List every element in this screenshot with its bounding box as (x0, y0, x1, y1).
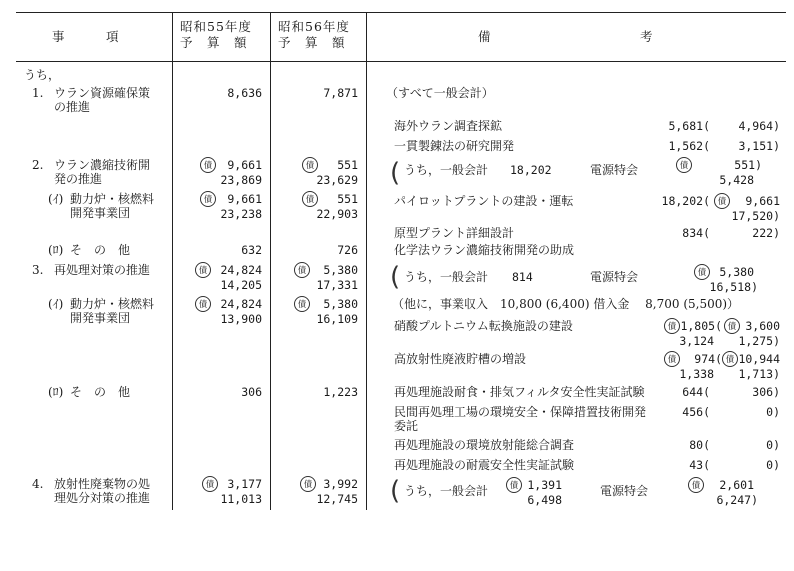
debt-mark: 債 (722, 351, 738, 367)
remark-hlw-a2: 10,944 (738, 352, 780, 366)
remark-proto-label: 原型プラント詳細設計 (394, 226, 515, 240)
row1-fy55: 8,636 (227, 86, 262, 100)
remark-refine-label: 一貫製錬法の研究開発 (394, 139, 515, 153)
debt-mark: 債 (202, 476, 218, 492)
open-brace: ( (390, 476, 401, 506)
debt-mark: 債 (302, 191, 318, 207)
remark-u4-power: 電源特会 (600, 484, 649, 498)
remark-private-prev: 0) (766, 405, 780, 419)
header-fy55-line1: 昭和55年度 (180, 19, 252, 34)
remark-pilot-label: パイロットプラントの建設・運転 (394, 194, 574, 208)
remark-chem-label: 化学法ウラン濃縮技術開発の助成 (394, 243, 575, 257)
row3i-label: 動力炉・核燃料 (70, 297, 155, 311)
debt-mark: 債 (302, 157, 318, 173)
debt-mark: 債 (664, 351, 680, 367)
row2-fy55-a: 9,661 (227, 158, 262, 172)
remark-hlw-label: 高放射性廃液貯槽の増設 (394, 352, 527, 366)
remark-overseas-label: 海外ウラン調査探鉱 (394, 119, 503, 133)
col-divider-2 (270, 12, 271, 510)
row2i-fy56-b: 22,903 (316, 207, 358, 221)
row2-fy56-a: 551 (337, 158, 358, 172)
debt-mark: 債 (714, 193, 730, 209)
row3ro-fy55: 306 (241, 385, 262, 399)
col-divider-1 (172, 12, 173, 510)
open-brace: ( (390, 158, 401, 188)
remark-u4-general-b: 6,498 (527, 493, 562, 507)
debt-mark: 債 (200, 157, 216, 173)
row3i-fy56-a: 5,380 (323, 297, 358, 311)
remark-u2-power-b: 5,428 (719, 173, 754, 187)
top-rule (16, 12, 786, 13)
row4-label: 放射性廃棄物の処 (54, 477, 151, 491)
debt-mark: 債 (694, 264, 710, 280)
remark-proto-prev: 222) (752, 226, 780, 240)
remark-hlw-b: 1,338 (679, 367, 714, 381)
row2-fy56-b: 23,629 (316, 173, 358, 187)
remark-nitrate-b: 3,124 (679, 334, 714, 348)
row2ro-label: そ の 他 (70, 243, 131, 257)
debt-mark: 債 (506, 477, 522, 493)
row3-fy55-b: 14,205 (220, 278, 262, 292)
row2i-fy55-b: 23,238 (220, 207, 262, 221)
row2-label: ウラン濃縮技術開 (54, 158, 151, 172)
remark-env-prev: 0) (766, 438, 780, 452)
remark-u3-general: 814 (512, 270, 533, 284)
remark-overseas-value: 5,681( (668, 119, 710, 133)
remark-other-income: （他に，事業収入 10,800 (6,400) 借入金 8,700 (5,500)） (392, 297, 740, 311)
col-divider-3 (366, 12, 367, 510)
remark-u2-power: 電源特会 (590, 163, 639, 177)
row3ro-number: (ﾛ) (48, 385, 64, 399)
row3ro-fy56: 1,223 (323, 385, 358, 399)
debt-mark: 債 (195, 296, 211, 312)
debt-mark: 債 (724, 318, 740, 334)
row3i-fy56-b: 16,109 (316, 312, 358, 326)
remark-u3-power: 電源特会 (590, 270, 639, 284)
remark-hlw-a: 974( (694, 352, 722, 366)
remark-quake-prev: 0) (766, 458, 780, 472)
row3-label: 再処理対策の推進 (54, 263, 151, 277)
remark-u4-of: うち，一般会計 (404, 484, 489, 498)
open-brace: ( (390, 262, 401, 292)
remark-quake-label: 再処理施設の耐震安全性実証試験 (394, 458, 575, 472)
row1-number: 1. (32, 86, 44, 100)
row2-fy55-b: 23,869 (220, 173, 262, 187)
debt-mark: 債 (300, 476, 316, 492)
remark-private-label: 民間再処理工場の環境安全・保障措置技術開発 (394, 405, 647, 419)
remark-nitrate-label: 硝酸プルトニウム転換施設の建設 (394, 319, 573, 333)
remark-refine-prev: 3,151) (738, 139, 780, 153)
remark-u3-power-b: 16,518) (709, 280, 758, 294)
debt-mark: 債 (664, 318, 680, 334)
remark-hlw-b2: 1,713) (738, 367, 780, 381)
remark-quake-value: 43( (689, 458, 710, 472)
remark-u3-power-a: 5,380 (719, 265, 754, 279)
remark-u4-power-a: 2,601 (719, 478, 754, 492)
row2-number: 2. (32, 158, 44, 172)
remark-u2-of: うち，一般会計 (404, 163, 489, 177)
row3ro-label: そ の 他 (70, 385, 131, 399)
row4-number: 4. (32, 477, 44, 491)
row2ro-number: (ﾛ) (48, 243, 64, 257)
remark-env-label: 再処理施設の環境放射能総合調査 (394, 438, 575, 452)
remark-nitrate-a2: 3,600 (745, 319, 780, 333)
header-item: 事 項 (52, 29, 120, 44)
row4-fy55-a: 3,177 (227, 477, 262, 491)
header-fy55-line2: 予 算 額 (180, 35, 248, 50)
remark-proto-value: 834( (682, 226, 710, 240)
remark-u4-power-b: 6,247) (716, 493, 758, 507)
debt-mark: 債 (294, 296, 310, 312)
row4-fy56-b: 12,745 (316, 492, 358, 506)
row2i-number: (ｲ) (48, 192, 64, 206)
row2i-label: 動力炉・核燃料 (70, 192, 155, 206)
remark-overseas-prev: 4,964) (738, 119, 780, 133)
row3-fy55-a: 24,824 (220, 263, 262, 277)
row2i-label: 開発事業団 (70, 206, 131, 220)
header-rule (16, 61, 786, 62)
row3i-label: 開発事業団 (70, 311, 131, 325)
remark-corr-prev: 306) (752, 385, 780, 399)
debt-mark: 債 (676, 157, 692, 173)
remark-pilot-a: 9,661 (745, 194, 780, 208)
row2-label: 発の推進 (54, 172, 103, 186)
remark-nitrate-b2: 1,275) (738, 334, 780, 348)
row3-number: 3. (32, 263, 44, 277)
remark-pilot-value: 18,202( (661, 194, 710, 208)
row1-fy56: 7,871 (323, 86, 358, 100)
header-fy56-line1: 昭和56年度 (278, 19, 350, 34)
remark-corr-value: 644( (682, 385, 710, 399)
remark-corr-label: 再処理施設耐食・排気フィルタ安全性実証試験 (394, 385, 645, 399)
remark-private-label: 委託 (394, 419, 419, 433)
remark-nitrate-a: 1,805( (680, 319, 722, 333)
remark-u2-general: 18,202 (510, 163, 552, 177)
header-remarks: 備 考 (478, 29, 654, 44)
debt-mark: 債 (688, 477, 704, 493)
remark-pilot-b: 17,520) (731, 209, 780, 223)
intro-text: うち， (24, 68, 61, 82)
row4-fy56-a: 3,992 (323, 477, 358, 491)
row2i-fy55-a: 9,661 (227, 192, 262, 206)
row1-label: の推進 (54, 100, 91, 114)
row4-fy55-b: 11,013 (220, 492, 262, 506)
remark-u3-of: うち，一般会計 (404, 270, 489, 284)
row3-fy56-a: 5,380 (323, 263, 358, 277)
remark-env-value: 80( (689, 438, 710, 452)
remark-private-value: 456( (682, 405, 710, 419)
row4-label: 理処分対策の推進 (54, 491, 151, 505)
debt-mark: 債 (195, 262, 211, 278)
debt-mark: 債 (200, 191, 216, 207)
debt-mark: 債 (294, 262, 310, 278)
row2ro-fy56: 726 (337, 243, 358, 257)
remark-u2-power-a: 551) (734, 158, 762, 172)
row3i-number: (ｲ) (48, 297, 64, 311)
row1-label: ウラン資源確保策 (54, 86, 151, 100)
row2ro-fy55: 632 (241, 243, 262, 257)
row3i-fy55-b: 13,900 (220, 312, 262, 326)
header-fy56-line2: 予 算 額 (278, 35, 346, 50)
row3i-fy55-a: 24,824 (220, 297, 262, 311)
remark-refine-value: 1,562( (668, 139, 710, 153)
remark-u4-general-a: 1,391 (527, 478, 562, 492)
row2i-fy56-a: 551 (337, 192, 358, 206)
row3-fy56-b: 17,331 (316, 278, 358, 292)
remark-all-general: （すべて一般会計） (386, 86, 494, 100)
